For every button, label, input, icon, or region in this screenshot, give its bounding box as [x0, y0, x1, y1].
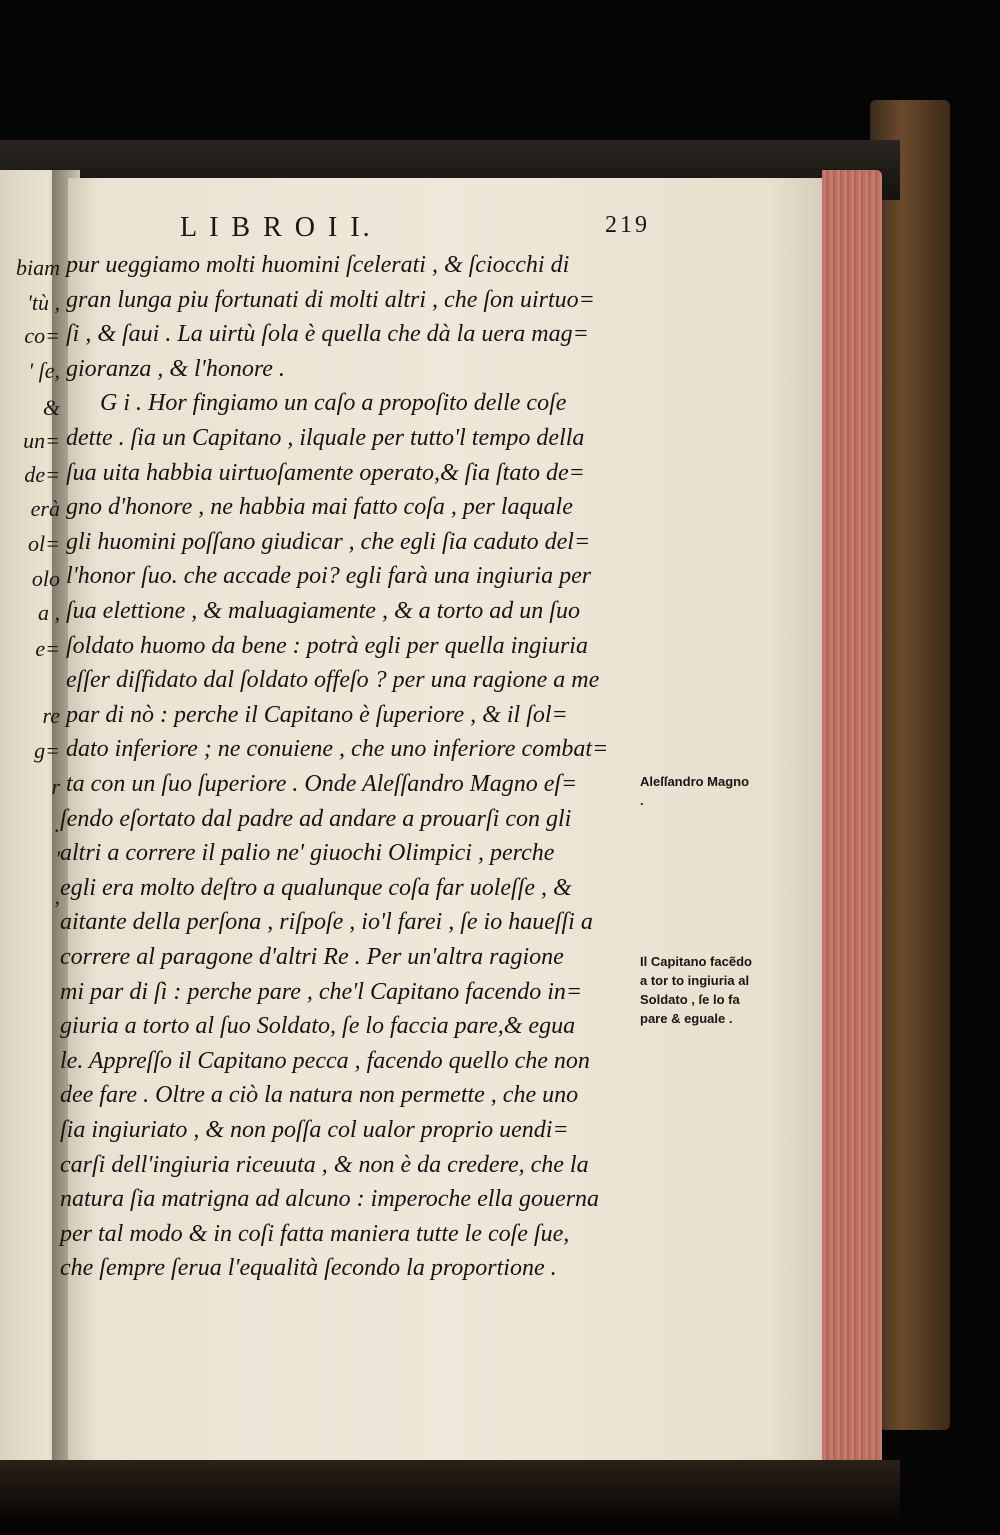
text-line: G i . Hor fingiamo un caſo a propoſito delle coſe: [100, 390, 567, 416]
text-line: giuria a torto al ſuo Soldato, ſe lo faccia pare,& egua: [60, 1013, 576, 1039]
left-page-fragment: r: [51, 774, 60, 799]
text-line: dato inferiore ; ne conuiene , che uno inferiore combat=: [66, 736, 609, 762]
text-line: eſſer diſfidato dal ſoldato offeſo ? per una ragione a me: [66, 667, 600, 693]
left-page-fragment: biam: [16, 255, 60, 280]
bottom-shadow: [0, 1460, 900, 1520]
red-fore-edge: [822, 170, 882, 1470]
text-line: mi par di ſì : perche pare , che'l Capitano facendo in=: [60, 979, 583, 1005]
text-line: aitante della perſona , riſpoſe , io'l farei , ſe io haueſſi a: [60, 909, 593, 935]
text-line: ta con un ſuo ſuperiore . Onde Aleſſandro Magno eſ=: [66, 771, 578, 797]
text-line: altri a correre il palio ne' giuochi Olimpici , perche: [60, 840, 555, 866]
running-head: [180, 212, 650, 244]
book-cover-edge: [870, 100, 950, 1430]
left-page-fragment: erà: [30, 496, 60, 521]
left-page-fragment: olo: [31, 566, 60, 591]
left-page-fragment: ,: [54, 884, 60, 909]
text-line: ſi , & ſaui . La uirtù ſola è quella che dà la uera mag=: [66, 321, 589, 347]
text-line: l'honor ſuo. che accade poi? egli farà una ingiuria per: [66, 563, 592, 589]
text-line: gioranza , & l'honore .: [66, 356, 285, 382]
text-line: ſua uita habbia uirtuoſamente operato,& ſia ſtato de=: [66, 460, 585, 486]
text-line: dette . ſia un Capitano , ilquale per tutto'l tempo della: [66, 425, 585, 451]
text-line: ſendo eſortato dal padre ad andare a prouarſi con gli: [60, 806, 572, 832]
text-line: par di nò : perche il Capitano è ſuperiore , & il ſol=: [66, 702, 568, 728]
text-line: carſi dell'ingiuria riceuuta , & non è da credere, che la: [60, 1152, 589, 1178]
left-page-fragment: e=: [35, 636, 60, 661]
text-line: ſoldato huomo da bene : potrà egli per quella ingiuria: [66, 633, 588, 659]
left-page-fragment: de=: [24, 462, 60, 487]
text-line: gli huomini poſſano giudicar , che egli ſia caduto del=: [66, 529, 591, 555]
page-number: 219: [605, 212, 650, 238]
text-line: natura ſia matrigna ad alcuno : imperoche ella gouerna: [60, 1186, 600, 1212]
text-line: gno d'honore , ne habbia mai fatto coſa , per laquale: [66, 494, 573, 520]
text-line: ſua elettione , & maluagiamente , & a torto ad un ſuo: [66, 598, 580, 624]
left-page-fragment: co=: [24, 323, 60, 348]
text-line: ſia ingiuriato , & non poſſa col ualor proprio uendi=: [60, 1117, 569, 1143]
text-line: pur ueggiamo molti huomini ſcelerati , & ſciocchi di: [66, 252, 570, 278]
left-page-fragment: ol=: [28, 531, 60, 556]
text-line: le. Appreſſo il Capitano pecca , facendo quello che non: [60, 1048, 590, 1074]
left-page-fragment: &: [42, 395, 60, 420]
running-head-title: L I B R O I I.: [180, 212, 373, 243]
left-page-fragment: g=: [34, 738, 60, 763]
text-line: gran lunga piu fortunati di molti altri , che ſon uirtuo=: [66, 287, 595, 313]
left-page-fragment: re: [42, 703, 60, 728]
text-line: che ſempre ſerua l'equalità ſecondo la proportione .: [60, 1255, 557, 1281]
left-page-fragment: un=: [23, 428, 60, 453]
text-line: egli era molto deſtro a qualunque coſa far uoleſſe , &: [60, 875, 572, 901]
left-page-fragment: ': [55, 846, 60, 871]
left-page-fragment: .: [54, 812, 60, 837]
text-line: dee fare . Oltre a ciò la natura non permette , che uno: [60, 1082, 579, 1108]
margin-note-capitano: Il Capitano facẽdo a tor to ingiuria al Soldato , ſe lo fa pare & eguale .: [640, 954, 752, 1026]
left-page-fragment: a ,: [38, 600, 60, 625]
left-page-fragment: ' ſe,: [28, 358, 60, 383]
text-line: per tal modo & in coſi fatta maniera tutte le coſe ſue,: [60, 1221, 570, 1247]
text-line: correre al paragone d'altri Re . Per un'altra ragione: [60, 944, 564, 970]
margin-note-alessandro: Aleſſandro Magno .: [640, 774, 750, 808]
left-page-fragment: 'tù ,: [27, 290, 60, 315]
